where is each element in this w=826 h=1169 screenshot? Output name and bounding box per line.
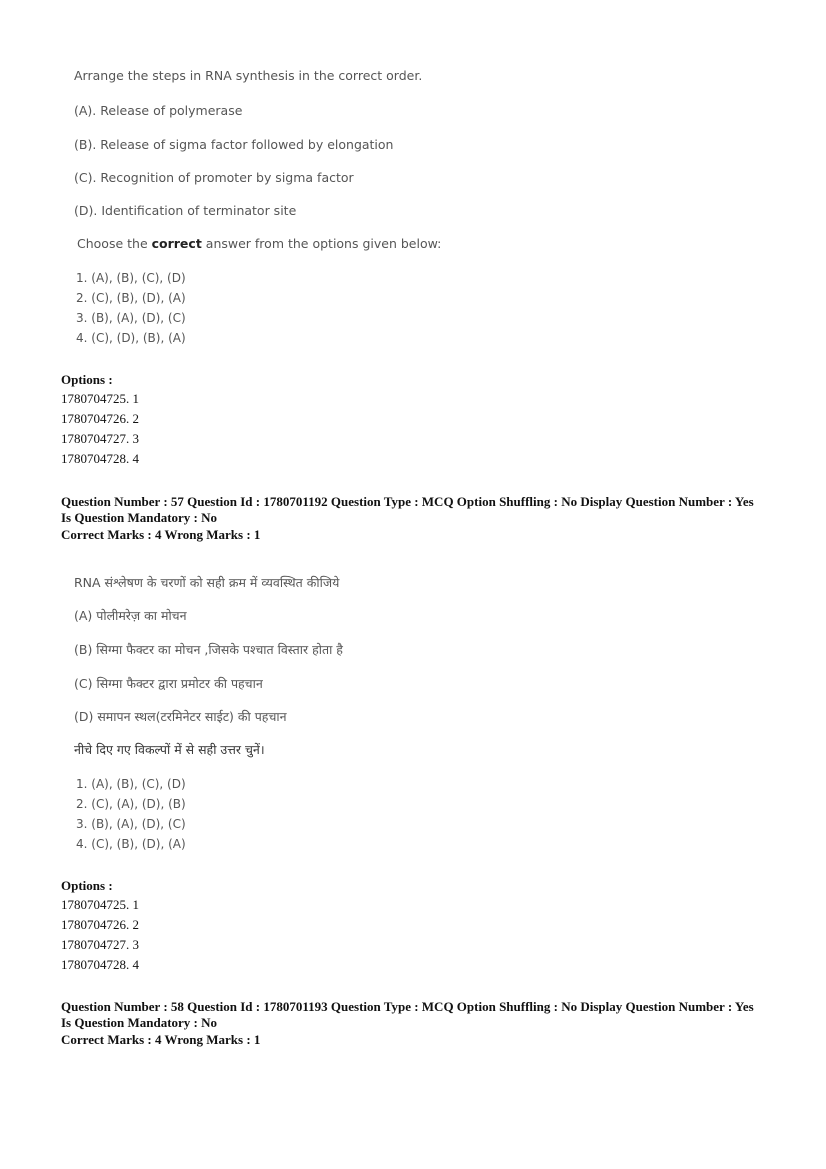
option-id-2: 1780704726. 2 xyxy=(61,411,139,426)
choose-text-pre: Choose the xyxy=(77,236,152,251)
hindi-choice-3: 3. (B), (A), (D), (C) xyxy=(76,817,186,831)
choice-1: 1. (A), (B), (C), (D) xyxy=(76,271,186,285)
hindi-choice-4: 4. (C), (B), (D), (A) xyxy=(76,837,186,851)
choice-2: 2. (C), (B), (D), (A) xyxy=(76,291,186,305)
option-id-4: 1780704728. 4 xyxy=(61,957,139,972)
question-meta-line3: Correct Marks : 4 Wrong Marks : 1 xyxy=(61,527,261,542)
options-label: Options : xyxy=(61,372,113,387)
choice-3: 3. (B), (A), (D), (C) xyxy=(76,311,186,325)
question-prompt: Arrange the steps in RNA synthesis in the correct order. xyxy=(74,68,423,83)
hindi-choose-instruction: नीचे दिए गए विकल्पों में से सही उत्तर चुनें। xyxy=(74,742,265,757)
statement-d: (D). Identification of terminator site xyxy=(74,203,297,218)
choice-4: 4. (C), (D), (B), (A) xyxy=(76,331,186,345)
hindi-statement-c: (C) सिग्मा फैक्टर द्वारा प्रमोटर की पहचान xyxy=(74,676,263,691)
question-meta-line1: Question Number : 58 Question Id : 1780701193 Question Type : MCQ Option Shuffling : No Display Question Number : Yes xyxy=(61,999,754,1014)
question-meta-line2: Is Question Mandatory : No xyxy=(61,1015,218,1030)
option-id-3: 1780704727. 3 xyxy=(61,937,139,952)
choose-instruction xyxy=(77,236,441,251)
choose-text-emphasis: correct xyxy=(151,236,202,251)
option-id-4: 1780704728. 4 xyxy=(61,451,139,466)
option-id-2: 1780704726. 2 xyxy=(61,917,139,932)
choose-text-post: answer from the options given below: xyxy=(201,236,442,251)
statement-a: (A). Release of polymerase xyxy=(74,103,243,118)
option-id-1: 1780704725. 1 xyxy=(61,897,139,912)
hindi-statement-d: (D) समापन स्थल(टरमिनेटर साईट) की पहचान xyxy=(74,709,287,724)
option-id-1: 1780704725. 1 xyxy=(61,391,139,406)
hindi-choice-1: 1. (A), (B), (C), (D) xyxy=(76,777,186,791)
question-meta-line2: Is Question Mandatory : No xyxy=(61,510,218,525)
hindi-statement-a: (A) पोलीमरेज़ का मोचन xyxy=(74,608,187,623)
option-id-3: 1780704727. 3 xyxy=(61,431,139,446)
options-label: Options : xyxy=(61,878,113,893)
statement-c: (C). Recognition of promoter by sigma factor xyxy=(74,170,354,185)
hindi-prompt: RNA संश्लेषण के चरणों को सही क्रम में व्यवस्थित कीजिये xyxy=(74,575,340,590)
statement-b: (B). Release of sigma factor followed by elongation xyxy=(74,137,394,152)
question-meta-line3: Correct Marks : 4 Wrong Marks : 1 xyxy=(61,1032,261,1047)
hindi-statement-b: (B) सिग्मा फैक्टर का मोचन ,जिसके पश्चात विस्तार होता है xyxy=(74,642,343,657)
question-meta-line1: Question Number : 57 Question Id : 1780701192 Question Type : MCQ Option Shuffling : No Display Question Number : Yes xyxy=(61,494,754,509)
hindi-choice-2: 2. (C), (A), (D), (B) xyxy=(76,797,186,811)
